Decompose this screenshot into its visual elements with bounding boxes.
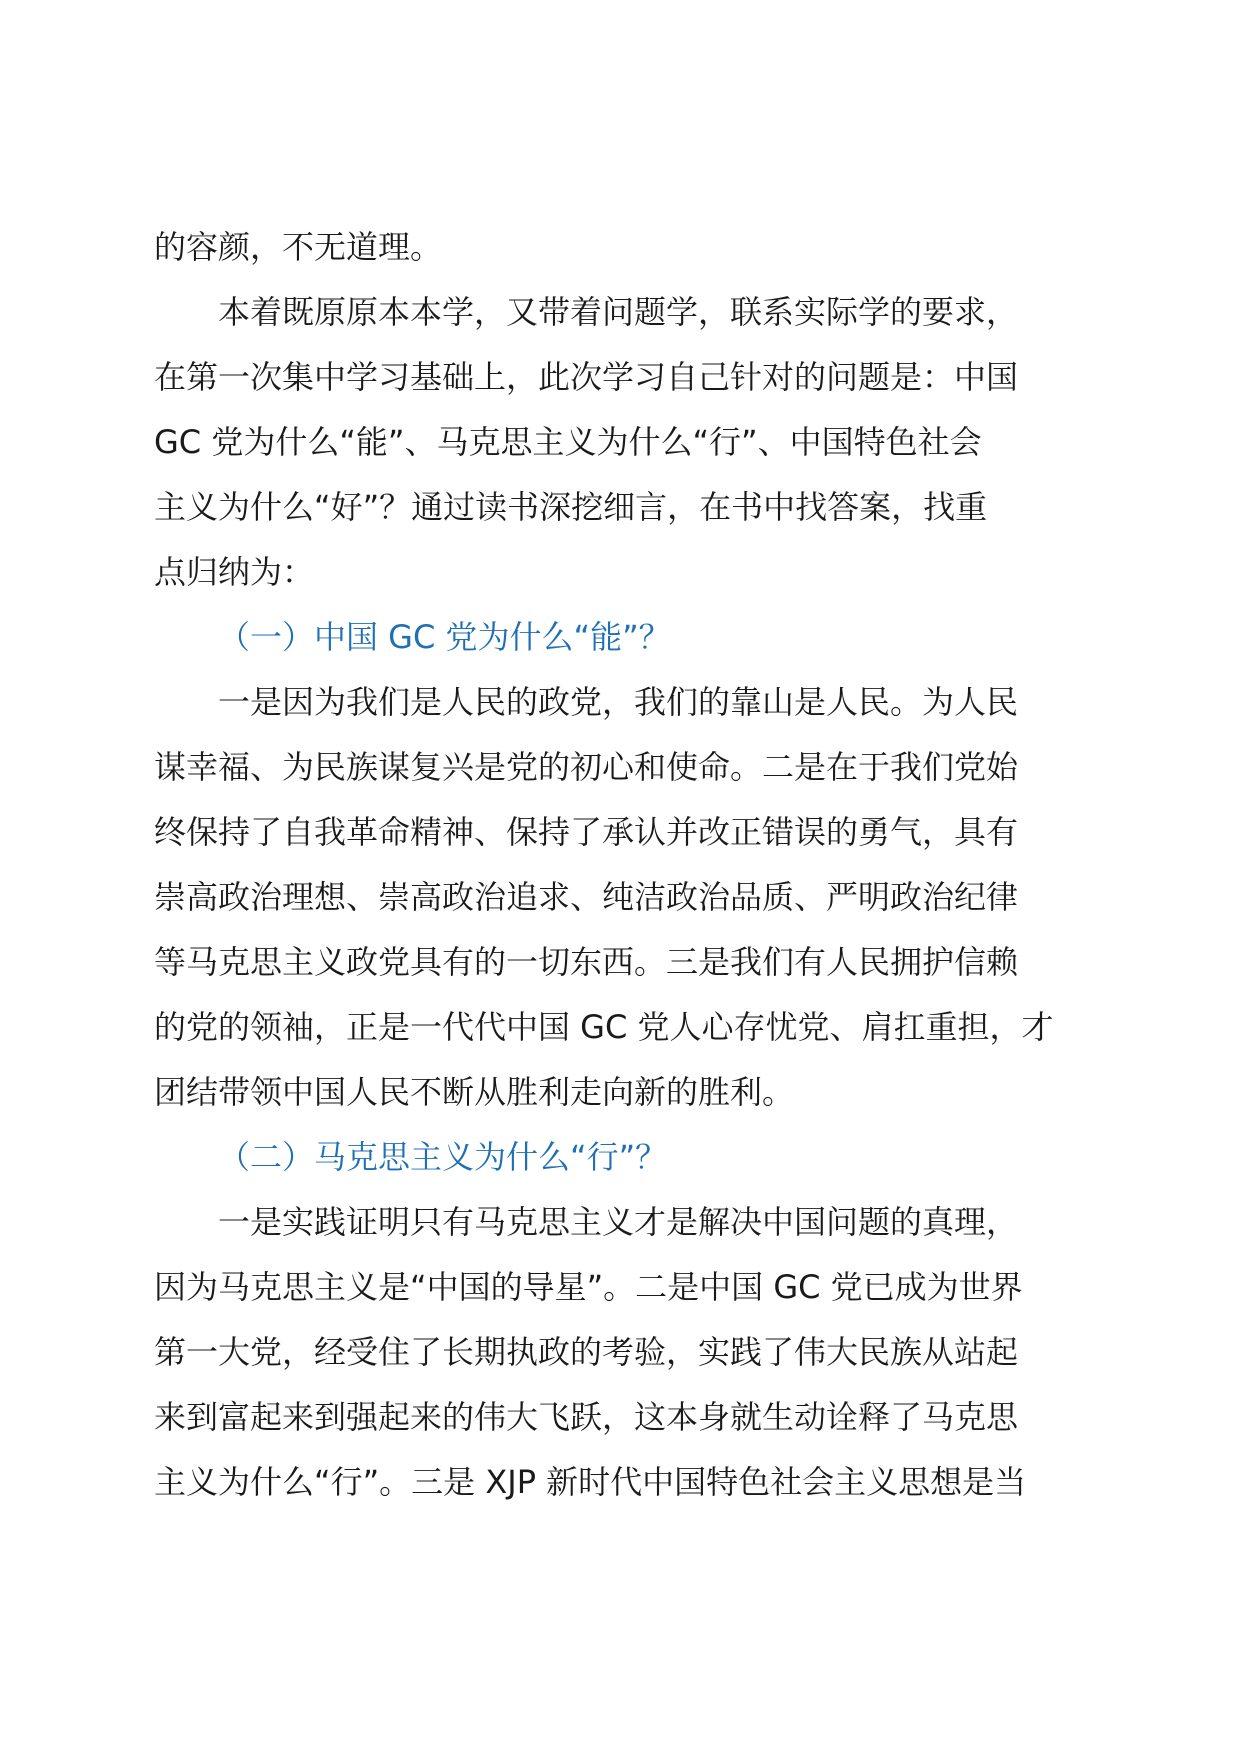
text-line: 团结带领中国人民不断从胜利走向新的胜利。 — [154, 1073, 795, 1111]
text-line: 点归纳为： — [154, 553, 315, 591]
text-line: 主义为什么“好”？通过读书深挖细言，在书中找答案，找重 — [154, 488, 988, 526]
text-line: 本着既原原本本学，又带着问题学，联系实际学的要求， — [218, 293, 1019, 331]
text-line: 的容颜，不无道理。 — [154, 228, 443, 266]
section-heading-1: （一）中国 GC 党为什么“能”？ — [218, 618, 671, 656]
text-line: 终保持了自我革命精神、保持了承认并改正错误的勇气，具有 — [154, 813, 1019, 851]
text-line: 来到富起来到强起来的伟大飞跃，这本身就生动诠释了马克思 — [154, 1398, 1019, 1436]
text-line: 主义为什么“行”。三是 XJP 新时代中国特色社会主义思想是当 — [154, 1463, 1027, 1501]
document-body — [154, 215, 1094, 1515]
text-line: 在第一次集中学习基础上，此次学习自己针对的问题是：中国 — [154, 358, 1019, 396]
text-line: 的党的领袖，正是一代代中国 GC 党人心存忧党、肩扛重担，才 — [154, 1008, 1054, 1046]
text-line: 一是因为我们是人民的政党，我们的靠山是人民。为人民 — [218, 683, 1019, 721]
section-heading-2: （二）马克思主义为什么“行”？ — [218, 1138, 668, 1176]
text-line: 等马克思主义政党具有的一切东西。三是我们有人民拥护信赖 — [154, 943, 1019, 981]
text-line: GC 党为什么“能”、马克思主义为什么“行”、中国特色社会 — [154, 423, 982, 461]
text-line: 谋幸福、为民族谋复兴是党的初心和使命。二是在于我们党始 — [154, 748, 1019, 786]
text-line: 崇高政治理想、崇高政治追求、纯洁政治品质、严明政治纪律 — [154, 878, 1019, 916]
text-line: 因为马克思主义是“中国的导星”。二是中国 GC 党已成为世界 — [154, 1268, 1023, 1306]
text-line: 一是实践证明只有马克思主义才是解决中国问题的真理， — [218, 1203, 1019, 1241]
text-line: 第一大党，经受住了长期执政的考验，实践了伟大民族从站起 — [154, 1333, 1019, 1371]
